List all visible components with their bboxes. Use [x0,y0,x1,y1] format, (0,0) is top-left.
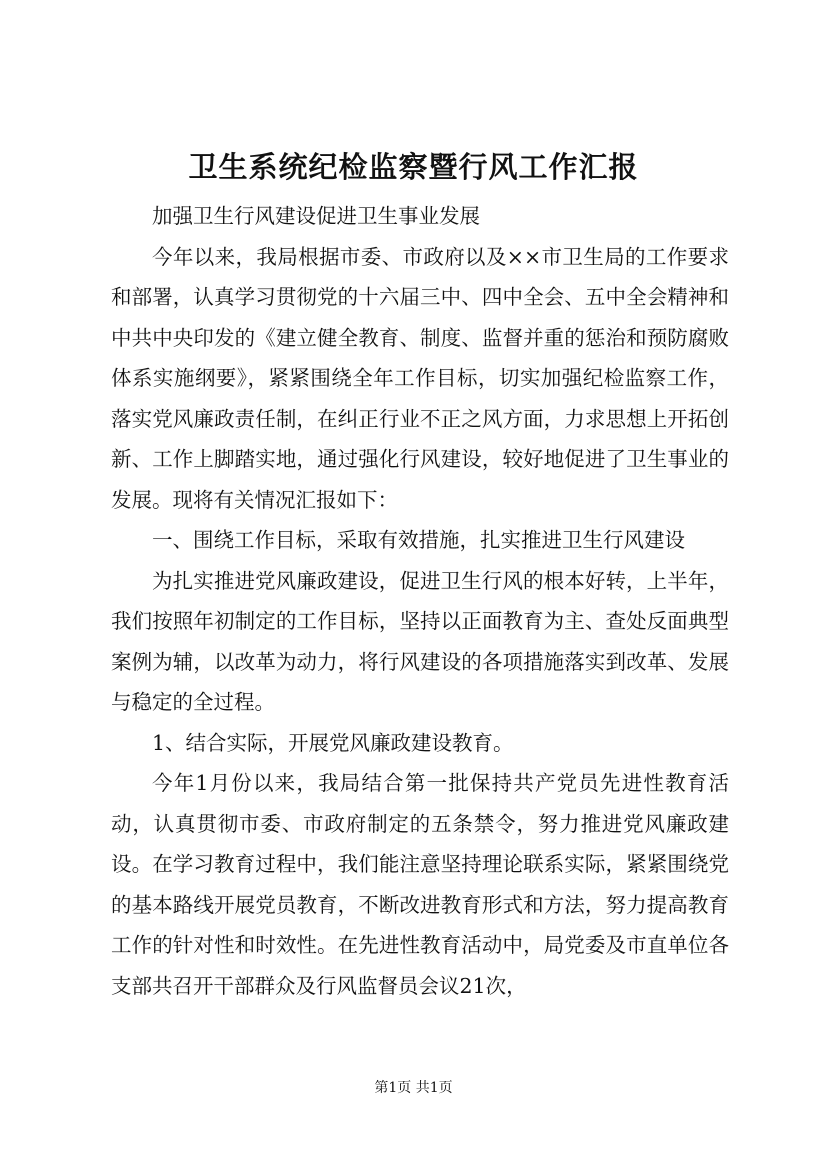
intro-paragraph: 今年以来，我局根据市委、市政府以及××市卫生局的工作要求和部署，认真学习贯彻党的十六届三中、四中全会、五中全会精神和中共中央印发的《建立健全教育、制度、监督并重的惩治和预防腐败体系实施纲要》，紧紧围绕全年工作目标，切实加强纪检监察工作，落实党风廉政责任制，在纠正行业不正之风方面，力求思想上开拓创新、工作上脚踏实地，通过强化行风建设，较好地促进了卫生事业的发展。现将有关情况汇报如下： [111,244,729,512]
document-body [111,196,729,1006]
page-footer: 第1页 共1页 [374,1080,453,1096]
subsection-paragraph: 今年1月份以来，我局结合第一批保持共产党员先进性教育活动，认真贯彻市委、市政府制定的五条禁令，努力推进党风廉政建设。在学习教育过程中，我们能注意坚持理论联系实际，紧紧围绕党的基本路线开展党员教育，不断改进教育形式和方法，努力提高教育工作的针对性和时效性。在先进性教育活动中，局党委及市直单位各支部共召开干部群众及行风监督员会议21次， [111,771,729,998]
document-title: 卫生系统纪检监察暨行风工作汇报 [188,150,639,184]
subtitle-paragraph: 加强卫生行风建设促进卫生事业发展 [152,204,480,228]
subsection-heading: 1、结合实际，开展党风廉政建设教育。 [152,730,514,755]
section-heading: 一、围绕工作目标，采取有效措施，扎实推进卫生行风建设 [152,528,685,552]
section-paragraph: 为扎实推进党风廉政建设，促进卫生行风的根本好转，上半年，我们按照年初制定的工作目标，坚持以正面教育为主、查处反面典型案例为辅，以改革为动力，将行风建设的各项措施落实到改革、发展与稳定的全过程。 [111,568,729,714]
